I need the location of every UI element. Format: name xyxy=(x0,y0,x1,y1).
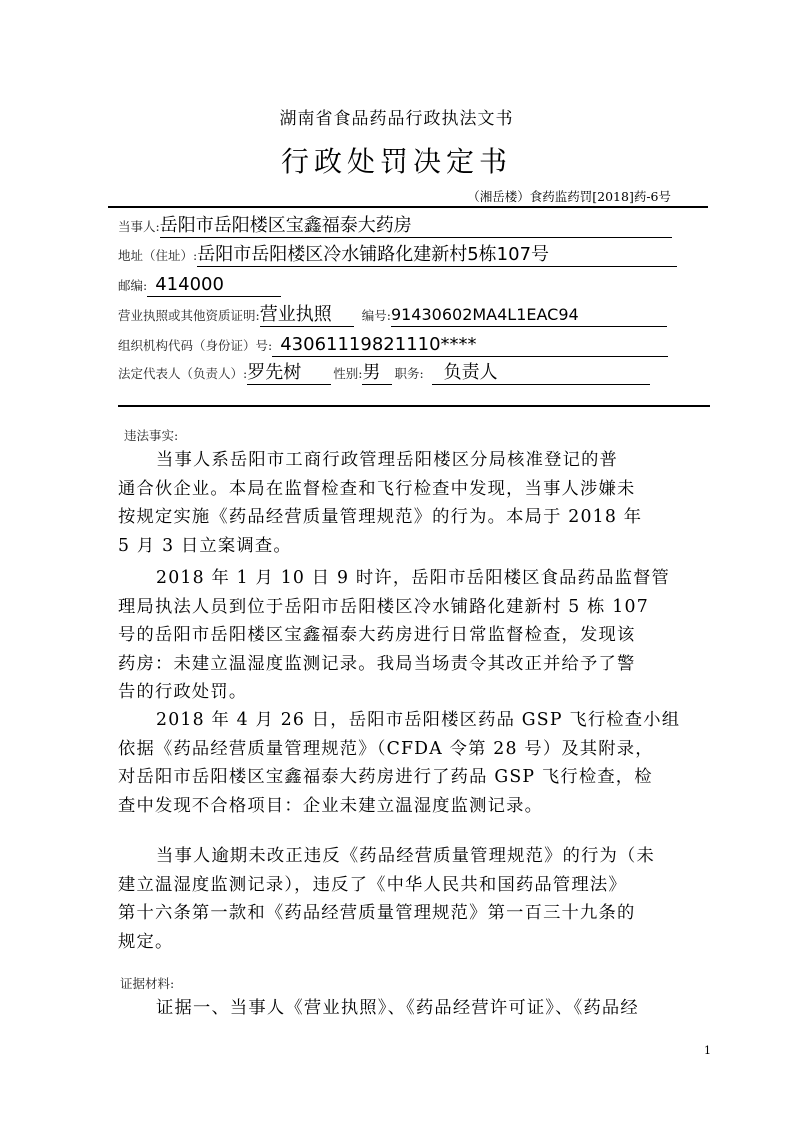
paragraph-line: 建立温湿度监测记录），违反了《中华人民共和国药品管理法》 xyxy=(118,874,627,895)
license-number-value: 91430602MA4L1EAC94 xyxy=(391,304,667,327)
violation-paragraph xyxy=(118,564,714,707)
paragraph-line: 当事人逾期未改正违反《药品经营质量管理规范》的行为（未 xyxy=(156,846,655,866)
paragraph-line: 按规定实施《药品经营质量管理规范》的行为。本局于 2018 年 xyxy=(118,507,643,527)
address-value: 岳阳市岳阳楼区冷水铺路化建新村5栋107号 xyxy=(197,244,677,267)
position-value: 负责人 xyxy=(432,362,650,385)
postcode-row xyxy=(118,273,281,297)
violation-paragraph xyxy=(118,706,714,820)
legal-rep-row xyxy=(118,361,650,385)
paragraph-line: 号的岳阳市岳阳楼区宝鑫福泰大药房进行日常监督检查，发现该 xyxy=(118,625,636,645)
header-divider xyxy=(108,206,708,208)
paragraph-line: 证据一、当事人《营业执照》、《药品经营许可证》、《药品经 xyxy=(156,998,639,1018)
org-code-row xyxy=(118,333,668,357)
page-number: 1 xyxy=(704,1044,711,1057)
paragraph-line: 药房：未建立温湿度监测记录。我局当场责令其改正并给予了警 xyxy=(118,653,636,674)
license-label: 营业执照或其他资质证明: xyxy=(118,308,260,323)
org-code-value: 43061119821110**** xyxy=(272,334,668,357)
party-label: 当事人: xyxy=(118,219,160,234)
postcode-label: 邮编: xyxy=(118,278,148,293)
party-row xyxy=(118,214,672,238)
paragraph-line: 依据《药品经营质量管理规范》（CFDA 令第 28 号）及其附录， xyxy=(118,738,654,759)
document-number: （湘岳楼）食药监药罚[2018]药-6号 xyxy=(467,189,671,204)
gender-label: 性别: xyxy=(333,366,363,381)
license-value: 营业执照 xyxy=(260,304,354,327)
license-number-label: 编号: xyxy=(361,308,391,323)
paragraph-line: 2018 年 1 月 10 日 9 时许，岳阳市岳阳楼区食品药品监督管 xyxy=(156,568,671,588)
violation-paragraph xyxy=(118,446,714,560)
address-row xyxy=(118,243,677,267)
paragraph-line: 理局执法人员到位于岳阳市岳阳楼区冷水铺路化建新村 5 栋 107 xyxy=(118,596,649,617)
violation-facts-label: 违法事实: xyxy=(124,428,179,443)
paragraph-line: 2018 年 4 月 26 日，岳阳市岳阳楼区药品 GSP 飞行检查小组 xyxy=(156,710,681,730)
address-label: 地址（住址）: xyxy=(118,248,198,263)
postcode-value: 414000 xyxy=(147,274,281,297)
org-code-label: 组织机构代码（身份证）号: xyxy=(118,338,273,353)
paragraph-line: 规定。 xyxy=(118,931,174,952)
license-row xyxy=(118,303,667,327)
paragraph-line: 5 月 3 日立案调查。 xyxy=(118,535,292,556)
violation-paragraph xyxy=(118,842,714,956)
paragraph-line: 第十六条第一款和《药品经营质量管理规范》第一百三十九条的 xyxy=(118,903,636,923)
legal-rep-label: 法定代表人（负责人）: xyxy=(118,366,248,381)
party-info-divider xyxy=(118,405,710,407)
party-value: 岳阳市岳阳楼区宝鑫福泰大药房 xyxy=(160,215,672,238)
paragraph-line: 查中发现不合格项目：企业未建立温湿度监测记录。 xyxy=(118,795,544,816)
evidence-paragraph xyxy=(118,994,714,1023)
paragraph-line: 当事人系岳阳市工商行政管理岳阳楼区分局核准登记的普 xyxy=(156,450,619,470)
legal-rep-value: 罗先树 xyxy=(247,362,331,385)
position-label: 职务: xyxy=(394,366,424,381)
evidence-label: 证据材料: xyxy=(120,976,175,991)
paragraph-line: 对岳阳市岳阳楼区宝鑫福泰大药房进行了药品 GSP 飞行检查，检 xyxy=(118,767,653,787)
gender-value: 男 xyxy=(362,362,392,385)
paragraph-line: 通合伙企业。本局在监督检查和飞行检查中发现，当事人涉嫌未 xyxy=(118,478,636,499)
paragraph-line: 告的行政处罚。 xyxy=(118,682,248,702)
issuing-authority-title: 湖南省食品药品行政执法文书 xyxy=(279,109,514,129)
document-title: 行政处罚决定书 xyxy=(280,145,512,178)
